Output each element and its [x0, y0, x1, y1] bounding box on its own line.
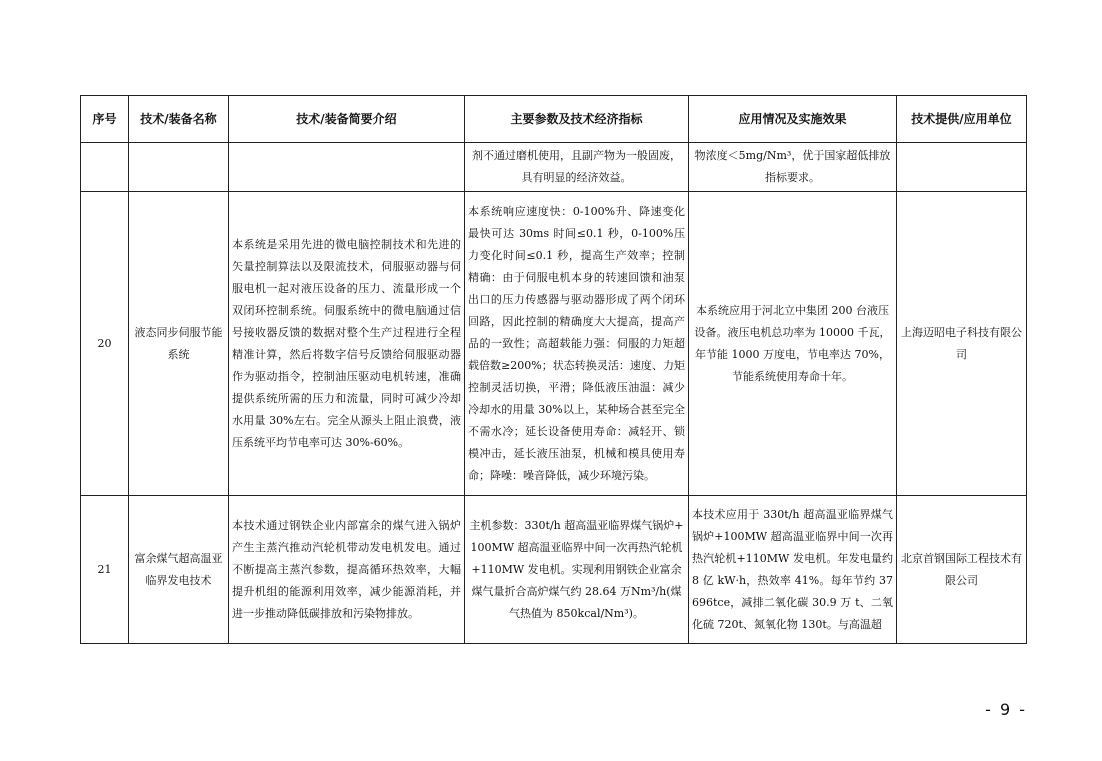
cell-provider: 上海迈昭电子科技有限公司: [897, 192, 1027, 496]
cell-effect: 本技术应用于 330t/h 超高温亚临界煤气锅炉+100MW 超高温亚临界中间一次再热汽轮机+110MW 发电机。年发电量约 8 亿 kW·h，热效率 41%。每年节约 37696tce，减排二氧化碳 30.9 万 t、二氧化硫 720t、氮氧化物 130t。与高温超: [689, 496, 897, 644]
cell-name: [129, 143, 229, 192]
header-no: 序号: [81, 96, 129, 143]
cell-params: 本系统响应速度快：0-100%升、降速变化最快可达 30ms 时间≤0.1 秒，0-100%压力变化时间≤0.1 秒，提高生产效率；控制精确：由于伺服电机本身的转速回馈和油泵出口的压力传感器与驱动器形成了两个闭环回路，因此控制的精确度大大提高，提高产品的一致性；高超载能力强：伺服的力矩超载倍数≥200%；状态转换灵活：速度、力矩控制灵活切换，平滑；降低液压油温：减少冷却水的用量 30%以上，某种场合甚至完全不需水冷；延长设备使用寿命：减轻开、锁模冲击，延长液压油泵，机械和模具使用寿命；降噪：噪音降低，减少环境污染。: [465, 192, 689, 496]
table-row: [81, 496, 1027, 644]
cell-provider: 北京首钢国际工程技术有限公司: [897, 496, 1027, 644]
cell-params: 主机参数：330t/h 超高温亚临界煤气锅炉+100MW 超高温亚临界中间一次再热汽轮机+110MW 发电机。实现利用钢铁企业富余煤气量折合高炉煤气约 28.64 万Nm³/h(煤气热值为 850kcal/Nm³)。: [465, 496, 689, 644]
cell-effect: 本系统应用于河北立中集团 200 台液压设备。液压电机总功率为 10000 千瓦，年节能 1000 万度电，节电率达 70%，节能系统使用寿命十年。: [689, 192, 897, 496]
cell-no: 21: [81, 496, 129, 644]
header-params: 主要参数及技术经济指标: [465, 96, 689, 143]
table-header-row: [81, 96, 1027, 143]
cell-no: 20: [81, 192, 129, 496]
cell-params: 剂不通过磨机使用，且副产物为一般固废，具有明显的经济效益。: [465, 143, 689, 192]
cell-intro: 本系统是采用先进的微电脑控制技术和先进的矢量控制算法以及限流技术，伺服驱动器与伺服电机一起对液压设备的压力、流量形成一个双闭环控制系统。伺服系统中的微电脑通过信号接收器反馈的数据对整个生产过程进行全程精准计算，然后将数字信号反馈给伺服驱动器作为驱动指令，控制油压驱动电机转速，准确提供系统所需的压力和流量，同时可减少冷却水用量 30%左右。完全从源头上阻止浪费，液压系统平均节电率可达 30%-60%。: [229, 192, 465, 496]
header-name: 技术/装备名称: [129, 96, 229, 143]
technology-table: [80, 95, 1027, 644]
header-effect: 应用情况及实施效果: [689, 96, 897, 143]
table-row: [81, 192, 1027, 496]
cell-name: 富余煤气超高温亚临界发电技术: [129, 496, 229, 644]
cell-no: [81, 143, 129, 192]
cell-intro: [229, 143, 465, 192]
cell-name: 液态同步伺服节能系统: [129, 192, 229, 496]
header-provider: 技术提供/应用单位: [897, 96, 1027, 143]
continuation-row: [81, 143, 1027, 192]
cell-intro: 本技术通过钢铁企业内部富余的煤气进入锅炉产生主蒸汽推动汽轮机带动发电机发电。通过不断提高主蒸汽参数，提高循环热效率，大幅提升机组的能源利用效率，减少能源消耗，并进一步推动降低碳排放和污染物排放。: [229, 496, 465, 644]
cell-provider: [897, 143, 1027, 192]
header-intro: 技术/装备简要介绍: [229, 96, 465, 143]
page-number: - 9 -: [985, 700, 1027, 719]
cell-effect: 物浓度＜5mg/Nm³，优于国家超低排放指标要求。: [689, 143, 897, 192]
